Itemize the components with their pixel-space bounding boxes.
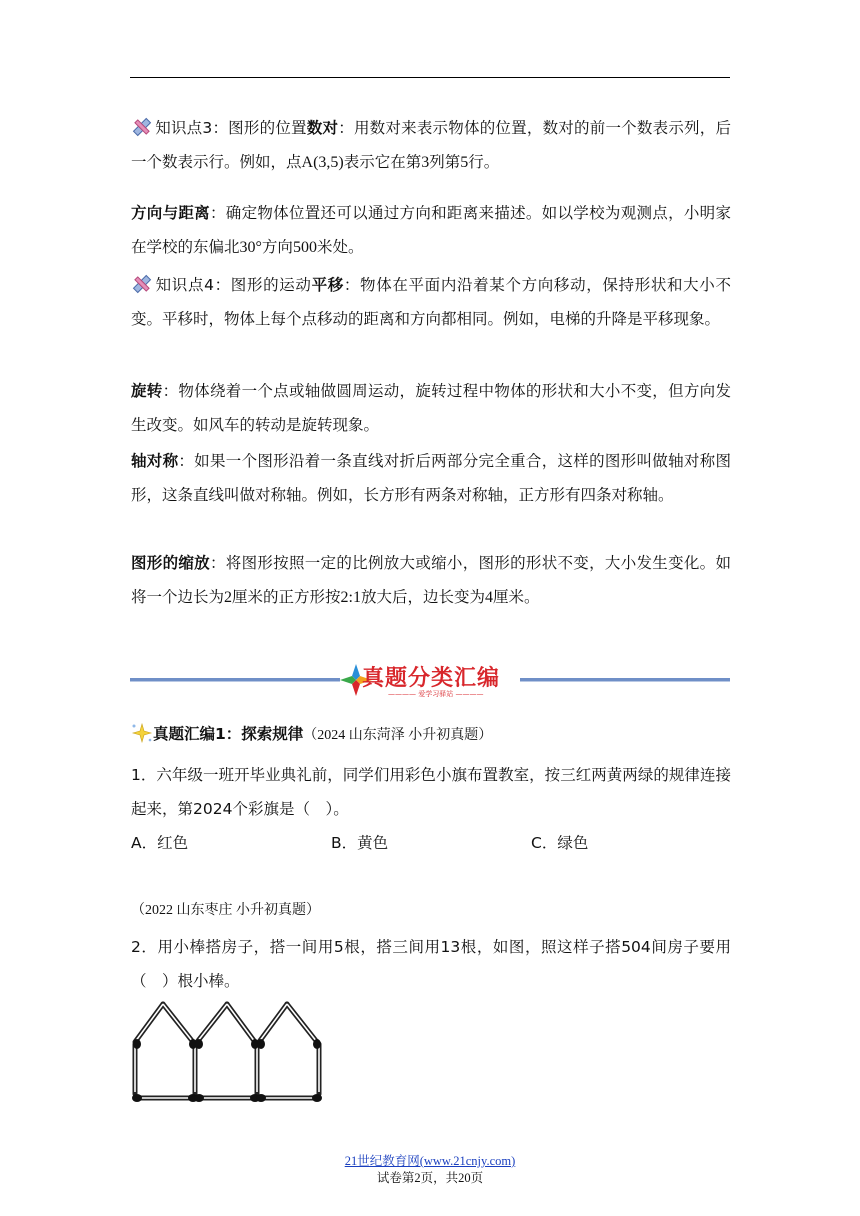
kp3-bold: 数对 [306, 119, 339, 137]
kp3-text4: 行。 [468, 153, 500, 171]
kp3-text: ：用数对来表示物体的位置，数对的前一个数表示列，后一个数表示行。例如，点 [131, 119, 731, 171]
scale-ratio: 2:1 [340, 589, 361, 606]
option-b[interactable]: B．黄色 [331, 834, 389, 852]
option-a[interactable]: A．红色 [131, 834, 189, 852]
banner-title: 真题分类汇编 [362, 666, 501, 691]
knowledge-point-3 [131, 111, 731, 180]
banner-line-left [130, 678, 340, 682]
scaling-para [131, 546, 731, 615]
symmetry-para [131, 444, 731, 512]
kp4-label: 知识点4：图形的运动 [155, 276, 312, 294]
kp3-text3: 列第 [429, 153, 461, 171]
section-heading [131, 719, 492, 751]
sym-bold: 轴对称 [131, 452, 179, 470]
dir-bold: 方向与距离 [131, 204, 210, 222]
scale-text1: ：将图形按照一定的比例放大或缩小，图形的形状不变，大小发生变化。如将一个边长为 [131, 554, 731, 606]
kp3-row: 5 [460, 154, 469, 171]
sym-text: ：如果一个图形沿着一条直线对折后两部分完全重合，这样的图形叫做轴对称图形，这条直线叫做对称轴。例如，长方形有两条对称轴，正方形有四条对称轴。 [131, 452, 731, 504]
option-c[interactable]: C．绿色 [531, 834, 589, 852]
section-label: 真题汇编1：探索规律 [153, 725, 304, 743]
footer-site-link[interactable]: 21世纪教育网(www.21cnjy.com) [344, 1154, 516, 1168]
ruler-pencil-icon [131, 116, 153, 138]
dir-dist: 500 [292, 239, 317, 256]
rot-text: ：物体绕着一个点或轴做圆周运动，旋转过程中物体的形状和大小不变，但方向发生改变。如风车的转动是旋转现象。 [131, 382, 731, 434]
stick-house-figure [127, 996, 327, 1106]
math-point: A(3,5) [301, 154, 344, 171]
question-1: 1．六年级一班开毕业典礼前，同学们用彩色小旗布置教室，按三红两黄两绿的规律连接起来，第2024个彩旗是（ ）。 [131, 766, 731, 818]
kp3-col: 3 [421, 154, 430, 171]
dir-text2: 方向 [261, 238, 293, 256]
banner-subtitle: ———— 爱学习驿站 ———— [388, 690, 484, 698]
question-2-source: （2022 山东枣庄 小升初真题） [131, 903, 320, 918]
dir-angle: 30° [239, 239, 262, 256]
scale-bold: 图形的缩放 [131, 554, 210, 572]
kp4-text: ：物体在平面内沿着某个方向移动，保持形状和大小不变。平移时，物体上每个点移动的距离和方向都相同。例如，电梯的升降是平移现象。 [131, 276, 731, 328]
header-rule [130, 77, 730, 78]
banner-line-right [520, 678, 730, 682]
ruler-pencil-icon [131, 273, 153, 295]
footer-site [0, 1151, 860, 1169]
dir-text1: ：确定物体位置还可以通过方向和距离来描述。如以学校为观测点，小明家在学校的东偏北 [131, 204, 731, 256]
rot-bold: 旋转 [131, 382, 163, 400]
knowledge-point-4 [131, 268, 731, 336]
scale-text3: 放大后，边长变为 [360, 588, 485, 606]
kp3-label: 知识点3：图形的位置 [155, 119, 307, 137]
scale-text4: 厘米。 [493, 588, 540, 606]
scale-text2: 厘米的正方形按 [232, 588, 341, 606]
sparkle-icon [131, 723, 153, 743]
kp3-text2: 表示它在第 [343, 153, 422, 171]
question-2: 2．用小棒搭房子，搭一间用5根，搭三间用13根，如图，照这样子搭504间房子要用（ ）根小棒。 [131, 938, 731, 990]
scale-result: 4 [485, 589, 493, 606]
dir-text3: 米处。 [316, 238, 364, 256]
scale-side: 2 [224, 589, 233, 606]
kp4-bold: 平移 [311, 276, 344, 294]
section-banner [130, 656, 730, 704]
rotation-para [131, 374, 731, 442]
section-source: （2024 山东菏泽 小升初真题） [303, 728, 493, 743]
footer-page-number: 试卷第2页，共20页 [376, 1171, 484, 1185]
direction-distance [131, 196, 731, 265]
